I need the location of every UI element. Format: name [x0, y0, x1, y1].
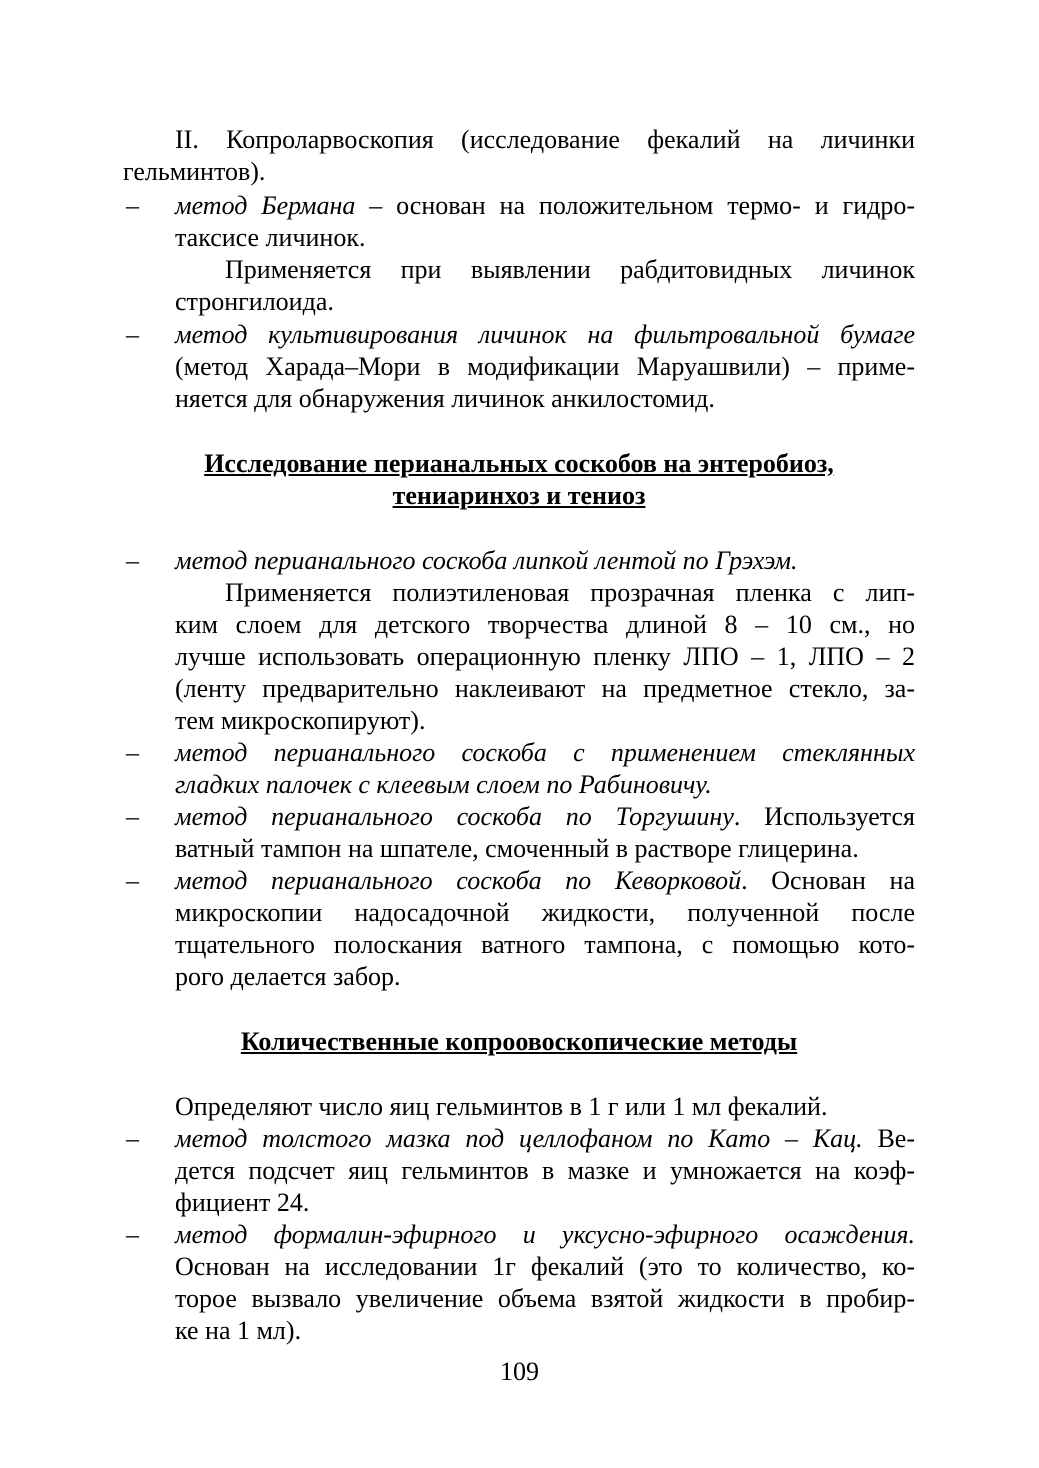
kevorkova-line-1-rest: . Основан на	[741, 866, 915, 895]
bullet-dash: –	[126, 1124, 139, 1153]
page-number: 109	[500, 1357, 539, 1386]
baermann-method-name: метод Бермана	[175, 191, 356, 220]
section2-line-1: II. Копроларвоскопия (исследование фекалий на личинки	[175, 125, 915, 154]
bullet-dash: –	[126, 802, 139, 831]
torgushin-line-2: ватный тампон на шпателе, смоченный в растворе глицерина.	[175, 834, 859, 863]
section2-line-2: гельминтов).	[123, 157, 266, 186]
formalin-line-2: Основан на исследовании 1г фекалий (это то количество, ко-	[175, 1252, 915, 1281]
bullet-dash: –	[126, 191, 139, 220]
kevorkova-line-1	[175, 865, 915, 897]
bullet-dash: –	[126, 1220, 139, 1249]
torgushin-method-name: метод перианального соскоба по Торгушину	[175, 802, 734, 831]
perianal-heading-line-2: тениаринхоз и тениоз	[392, 481, 646, 510]
torgushin-line-1	[175, 801, 915, 833]
culture-line-3: няется для обнаружения личинок анкилостомид.	[175, 384, 715, 413]
graham-method-name: метод перианального соскоба липкой лентой по Грэхэм.	[175, 546, 798, 575]
kato-line-2: дется подсчет яиц гельминтов в мазке и умножается на коэф-	[175, 1156, 915, 1185]
kato-method-name: метод толстого мазка под целлофаном по Като – Кац.	[175, 1124, 863, 1153]
bullet-dash: –	[126, 738, 139, 767]
bullet-dash: –	[126, 320, 139, 349]
culture-method-name: метод культивирования личинок на фильтровальной бумаге	[175, 320, 915, 349]
bullet-dash: –	[126, 866, 139, 895]
kato-line-1-rest: Ве-	[862, 1124, 915, 1153]
graham-line-5: (ленту предварительно наклеивают на предметное стекло, за-	[175, 674, 915, 703]
kato-line-1	[175, 1123, 915, 1155]
graham-line-3: ким слоем для детского творчества длиной 8 – 10 см., но	[175, 610, 915, 639]
kevorkova-method-name: метод перианального соскоба по Кеворковой	[175, 866, 742, 895]
baermann-line-1-rest: – основан на положительном термо- и гидро-	[355, 191, 916, 220]
kevorkova-line-2: микроскопии надосадочной жидкости, полученной после	[175, 898, 915, 927]
kevorkova-line-3: тщательного полоскания ватного тампона, с помощью кото-	[175, 930, 915, 959]
formalin-line-3: торое вызвало увеличение объема взятой жидкости в пробир-	[175, 1284, 915, 1313]
graham-line-4: лучше использовать операционную пленку ЛПО – 1, ЛПО – 2	[175, 642, 915, 671]
graham-line-2: Применяется полиэтиленовая прозрачная пленка с лип-	[225, 578, 915, 607]
baermann-line-4: стронгилоида.	[175, 287, 334, 316]
rabinovich-line-1: метод перианального соскоба с применением стеклянных	[175, 738, 915, 767]
rabinovich-line-2: гладких палочек с клеевым слоем по Рабиновичу.	[175, 770, 712, 799]
formalin-line-4: ке на 1 мл).	[175, 1316, 302, 1345]
kevorkova-line-4: рого делается забор.	[175, 962, 401, 991]
baermann-line-2: таксисе личинок.	[175, 223, 366, 252]
baermann-line-1	[175, 190, 915, 222]
perianal-heading-line-1: Исследование перианальных соскобов на энтеробиоз,	[204, 449, 834, 478]
formalin-method-name: метод формалин-эфирного и уксусно-эфирного осаждения.	[175, 1220, 915, 1249]
quantitative-intro: Определяют число яиц гельминтов в 1 г или 1 мл фекалий.	[175, 1092, 828, 1121]
bullet-dash: –	[126, 546, 139, 575]
graham-line-6: тем микроскопируют).	[175, 706, 426, 735]
culture-line-2: (метод Харада–Мори в модификации Маруашвили) – приме-	[175, 352, 915, 381]
torgushin-line-1-rest: . Используется	[733, 802, 915, 831]
kato-line-3: фициент 24.	[175, 1188, 310, 1217]
baermann-line-3: Применяется при выявлении рабдитовидных личинок	[225, 255, 915, 284]
quantitative-heading: Количественные копроовоскопические методы	[240, 1027, 798, 1056]
